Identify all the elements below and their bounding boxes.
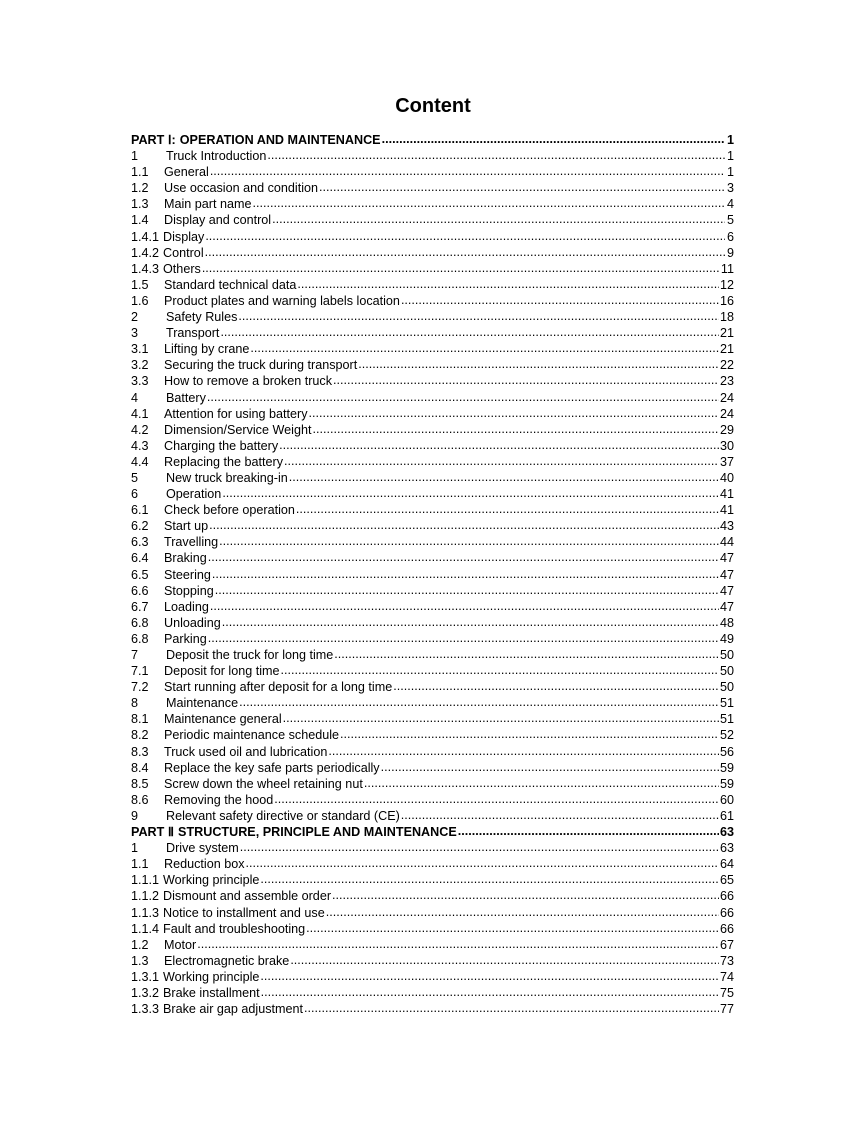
toc-entry-title: Others xyxy=(163,261,201,276)
toc-entry[interactable] xyxy=(131,373,734,389)
toc-entry[interactable] xyxy=(131,438,734,454)
toc-entry[interactable] xyxy=(131,132,734,148)
toc-entry-number: 6.6 xyxy=(131,583,149,598)
toc-leader-dots xyxy=(246,859,719,869)
toc-entry-title: Relevant safety directive or standard (CE) xyxy=(166,808,400,823)
toc-leader-dots xyxy=(202,264,720,274)
toc-entry-title: Attention for using battery xyxy=(164,406,308,421)
toc-entry[interactable] xyxy=(131,937,734,953)
toc-entry-title: Use occasion and condition xyxy=(164,181,319,196)
toc-leader-dots xyxy=(340,731,719,741)
toc-entry-page: 60 xyxy=(719,792,734,807)
toc-entry-page: 59 xyxy=(719,776,734,791)
toc-entry[interactable] xyxy=(131,953,734,969)
toc-entry-page: 50 xyxy=(719,680,734,695)
toc-entry[interactable] xyxy=(131,550,734,566)
toc-entry-title: Deposit the truck for long time xyxy=(166,648,334,662)
toc-entry-number: 1.1.4 xyxy=(131,921,160,936)
toc-entry-number: 1.3.2 xyxy=(131,985,160,1000)
toc-entry-page: 66 xyxy=(719,921,734,936)
toc-entry-title: Maintenance xyxy=(166,696,239,711)
toc-entry-page: 5 xyxy=(726,213,734,228)
toc-entry[interactable] xyxy=(131,470,734,486)
toc-entry-title: Electromagnetic brake xyxy=(164,953,290,968)
toc-entry-number: PART Ⅰ: xyxy=(131,133,176,147)
toc-entry-page: 50 xyxy=(719,664,734,679)
toc-entry[interactable] xyxy=(131,776,734,792)
toc-leader-dots xyxy=(284,457,719,467)
toc-entry-title: Replacing the battery xyxy=(164,454,284,469)
toc-entry-title: Reduction box xyxy=(164,857,245,872)
toc-leader-dots xyxy=(458,827,719,837)
toc-entry-number: 6.8 xyxy=(131,631,149,646)
toc-entry-title: Braking xyxy=(164,551,207,566)
toc-entry-number: 3.2 xyxy=(131,358,149,373)
toc-leader-dots xyxy=(289,473,719,483)
toc-entry-number: 6.5 xyxy=(131,567,149,582)
toc-entry-title: Control xyxy=(163,245,204,260)
toc-leader-dots xyxy=(290,956,719,966)
toc-entry[interactable] xyxy=(131,615,734,631)
toc-entry-number: 1.3 xyxy=(131,953,149,968)
toc-leader-dots xyxy=(219,537,719,547)
toc-entry-page: 66 xyxy=(719,905,734,920)
toc-entry-page: 6 xyxy=(726,229,734,244)
toc-leader-dots xyxy=(260,875,719,885)
toc-entry[interactable] xyxy=(131,647,734,663)
toc-entry-page: 11 xyxy=(720,261,734,276)
toc-entry-page: 41 xyxy=(719,503,734,518)
toc-entry-title: Maintenance general xyxy=(164,712,282,727)
toc-entry-page: 63 xyxy=(719,825,734,840)
toc-entry[interactable] xyxy=(131,905,734,921)
toc-entry[interactable] xyxy=(131,164,734,180)
toc-entry-title: Truck used oil and lubrication xyxy=(164,744,328,759)
toc-entry-number: 1.6 xyxy=(131,293,149,308)
toc-entry-title: Charging the battery xyxy=(164,438,279,453)
toc-entry-page: 73 xyxy=(719,953,734,968)
toc-entry-title: Replace the key safe parts periodically xyxy=(164,760,380,775)
toc-leader-dots xyxy=(210,167,725,177)
toc-entry-title: Display xyxy=(163,229,205,244)
toc-leader-dots xyxy=(274,795,719,805)
toc-entry-number: 7.1 xyxy=(131,664,149,679)
toc-entry-number: 6.2 xyxy=(131,519,149,534)
toc-entry-page: 22 xyxy=(719,358,734,373)
toc-entry-page: 24 xyxy=(719,390,734,405)
toc-entry-number: 9 xyxy=(131,808,139,823)
toc-entry[interactable] xyxy=(131,422,734,438)
toc-entry[interactable] xyxy=(131,245,734,261)
toc-entry-title: Deposit for long time xyxy=(164,664,280,679)
toc-entry-page: 23 xyxy=(719,374,734,389)
toc-leader-dots xyxy=(306,924,719,934)
toc-entry-page: 77 xyxy=(719,1002,734,1017)
toc-entry[interactable] xyxy=(131,583,734,599)
toc-leader-dots xyxy=(334,650,719,660)
toc-entry-title: OPERATION AND MAINTENANCE xyxy=(179,133,381,147)
toc-leader-dots xyxy=(238,312,719,322)
toc-entry-page: 43 xyxy=(719,519,734,534)
toc-entry-number: 4.1 xyxy=(131,406,149,421)
toc-entry-page: 66 xyxy=(719,889,734,904)
toc-entry[interactable] xyxy=(131,824,734,840)
toc-entry-number: 3.1 xyxy=(131,342,149,357)
toc-entry-title: Periodic maintenance schedule xyxy=(164,728,340,743)
toc-entry-number: 1.1 xyxy=(131,857,149,872)
toc-leader-dots xyxy=(210,602,719,612)
toc-leader-dots xyxy=(208,634,719,644)
toc-entry[interactable] xyxy=(131,663,734,679)
toc-entry-title: Travelling xyxy=(164,535,219,550)
toc-entry-title: Transport xyxy=(166,326,220,341)
toc-entry-title: Start up xyxy=(164,519,209,534)
toc-entry-number: 4 xyxy=(131,390,139,405)
toc-entry-title: Motor xyxy=(164,937,197,952)
toc-entry[interactable] xyxy=(131,357,734,373)
toc-entry[interactable] xyxy=(131,921,734,937)
toc-entry-number: 8 xyxy=(131,696,139,711)
toc-entry[interactable] xyxy=(131,406,734,422)
toc-leader-dots xyxy=(205,248,725,258)
toc-entry[interactable] xyxy=(131,599,734,615)
toc-entry-title: Stopping xyxy=(164,583,214,598)
toc-entry[interactable] xyxy=(131,567,734,583)
toc-entry-title: Unloading xyxy=(164,615,221,630)
toc-entry-title: General xyxy=(164,165,209,180)
toc-entry-page: 74 xyxy=(719,969,734,984)
toc-entry-number: 8.2 xyxy=(131,728,149,743)
toc-entry-page: 1 xyxy=(726,165,734,180)
toc-entry-page: 40 xyxy=(719,470,734,485)
toc-leader-dots xyxy=(220,328,719,338)
toc-entry-title: Main part name xyxy=(164,197,252,212)
toc-entry[interactable] xyxy=(131,792,734,808)
toc-entry-number: 8.5 xyxy=(131,776,149,791)
toc-entry-number: 1.3.3 xyxy=(131,1002,160,1017)
toc-entry[interactable] xyxy=(131,148,734,164)
toc-leader-dots xyxy=(381,763,719,773)
toc-entry-page: 50 xyxy=(719,648,734,662)
toc-entry-number: 1.4 xyxy=(131,213,149,228)
toc-entry-title: Truck Introduction xyxy=(166,149,267,164)
toc-entry[interactable] xyxy=(131,341,734,357)
toc-entry-title: Safety Rules xyxy=(166,310,238,325)
toc-entry-title: Drive system xyxy=(166,841,239,856)
toc-leader-dots xyxy=(260,972,719,982)
toc-entry[interactable] xyxy=(131,711,734,727)
toc-entry-number: 1.5 xyxy=(131,277,149,292)
toc-entry-title: Check before operation xyxy=(164,503,295,518)
toc-entry-title: Brake air gap adjustment xyxy=(163,1002,304,1017)
toc-entry-number: 1 xyxy=(131,841,139,856)
toc-entry[interactable] xyxy=(131,309,734,325)
toc-entry-page: 21 xyxy=(719,326,734,341)
toc-leader-dots xyxy=(209,521,719,531)
toc-entry-page: 24 xyxy=(719,406,734,421)
toc-entry-title: Operation xyxy=(166,487,222,502)
toc-entry-number: 3.3 xyxy=(131,374,149,389)
toc-leader-dots xyxy=(297,280,719,290)
toc-entry-page: 67 xyxy=(719,937,734,952)
toc-entry-page: 47 xyxy=(719,567,734,582)
toc-entry[interactable] xyxy=(131,888,734,904)
toc-entry-title: Screw down the wheel retaining nut xyxy=(164,776,363,791)
toc-entry-number: 6.4 xyxy=(131,551,149,566)
toc-leader-dots xyxy=(272,216,725,226)
toc-entry-page: 4 xyxy=(726,197,734,212)
toc-entry-page: 41 xyxy=(719,487,734,502)
toc-entry-number: 1.4.2 xyxy=(131,245,160,260)
toc-leader-dots xyxy=(212,570,719,580)
toc-entry-title: Display and control xyxy=(164,213,272,228)
toc-entry-page: 56 xyxy=(719,744,734,759)
toc-entry-page: 9 xyxy=(726,245,734,260)
toc-entry-number: 8.1 xyxy=(131,712,149,727)
toc-entry-title: How to remove a broken truck xyxy=(164,374,332,389)
toc-entry-title: Lifting by crane xyxy=(164,342,250,357)
toc-entry[interactable] xyxy=(131,518,734,534)
toc-entry-page: 18 xyxy=(719,310,734,325)
toc-entry-number: 1.4.3 xyxy=(131,261,160,276)
toc-leader-dots xyxy=(281,666,719,676)
toc-leader-dots xyxy=(279,441,719,451)
toc-leader-dots xyxy=(222,489,719,499)
toc-entry-number: 6.8 xyxy=(131,615,149,630)
toc-entry[interactable] xyxy=(131,760,734,776)
toc-entry-number: 6.1 xyxy=(131,503,149,518)
toc-entry-title: Standard technical data xyxy=(164,277,297,292)
toc-entry-page: 47 xyxy=(719,599,734,614)
toc-entry-page: 21 xyxy=(719,342,734,357)
toc-entry-number: 5 xyxy=(131,470,139,485)
toc-entry-page: 44 xyxy=(719,535,734,550)
toc-entry-number: 8.4 xyxy=(131,760,149,775)
toc-entry-page: 75 xyxy=(719,985,734,1000)
toc-entry-number: 8.6 xyxy=(131,792,149,807)
toc-entry-title: Dismount and assemble order xyxy=(163,889,332,904)
toc-entry-number: 1.3 xyxy=(131,197,149,212)
toc-entry-page: 48 xyxy=(719,615,734,630)
table-of-contents xyxy=(131,132,734,1017)
toc-entry-page: 3 xyxy=(726,181,734,196)
toc-entry-title: Removing the hood xyxy=(164,792,274,807)
toc-entry-page: 59 xyxy=(719,760,734,775)
toc-entry[interactable] xyxy=(131,261,734,277)
toc-leader-dots xyxy=(401,296,719,306)
toc-leader-dots xyxy=(261,988,719,998)
toc-leader-dots xyxy=(364,779,719,789)
toc-entry-number: PART Ⅱ xyxy=(131,825,175,840)
toc-entry-page: 47 xyxy=(719,551,734,566)
toc-entry[interactable] xyxy=(131,277,734,293)
toc-entry[interactable] xyxy=(131,727,734,743)
toc-entry-page: 61 xyxy=(719,808,734,823)
toc-entry[interactable] xyxy=(131,229,734,245)
toc-entry-number: 1.1.2 xyxy=(131,889,160,904)
toc-leader-dots xyxy=(205,232,725,242)
toc-entry-title: STRUCTURE, PRINCIPLE AND MAINTENANCE xyxy=(178,825,457,840)
toc-leader-dots xyxy=(267,151,725,161)
toc-leader-dots xyxy=(250,344,719,354)
toc-entry[interactable] xyxy=(131,502,734,518)
toc-entry[interactable] xyxy=(131,695,734,711)
toc-entry-number: 1 xyxy=(131,149,139,164)
toc-entry-number: 1.1.3 xyxy=(131,905,160,920)
toc-entry-page: 65 xyxy=(719,873,734,888)
toc-leader-dots xyxy=(382,135,725,145)
toc-entry-page: 12 xyxy=(719,277,734,292)
toc-leader-dots xyxy=(328,747,719,757)
toc-entry[interactable] xyxy=(131,840,734,856)
toc-entry-number: 1.2 xyxy=(131,937,149,952)
toc-leader-dots xyxy=(208,554,719,564)
toc-leader-dots xyxy=(312,425,719,435)
toc-leader-dots xyxy=(319,183,725,193)
toc-entry-title: Working principle xyxy=(163,873,260,888)
toc-leader-dots xyxy=(215,586,719,596)
toc-entry-page: 64 xyxy=(719,857,734,872)
toc-entry-number: 1.3.1 xyxy=(131,969,160,984)
toc-entry[interactable] xyxy=(131,212,734,228)
toc-entry-number: 7.2 xyxy=(131,680,149,695)
toc-leader-dots xyxy=(393,682,719,692)
toc-leader-dots xyxy=(253,199,726,209)
toc-leader-dots xyxy=(240,843,719,853)
toc-entry-title: Steering xyxy=(164,567,211,582)
toc-leader-dots xyxy=(401,811,719,821)
toc-entry[interactable] xyxy=(131,969,734,985)
toc-entry-page: 49 xyxy=(719,631,734,646)
toc-entry-number: 6 xyxy=(131,487,139,502)
toc-entry[interactable] xyxy=(131,293,734,309)
toc-leader-dots xyxy=(296,505,719,515)
toc-leader-dots xyxy=(239,698,719,708)
toc-leader-dots xyxy=(222,618,719,628)
toc-entry-number: 2 xyxy=(131,310,139,325)
toc-entry-number: 7 xyxy=(131,648,139,662)
toc-entry-page: 1 xyxy=(726,133,734,147)
toc-entry[interactable] xyxy=(131,679,734,695)
toc-leader-dots xyxy=(326,908,719,918)
toc-entry-title: Loading xyxy=(164,599,209,614)
toc-entry-number: 4.2 xyxy=(131,422,149,437)
toc-entry-title: Notice to installment and use xyxy=(163,905,325,920)
toc-entry[interactable] xyxy=(131,534,734,550)
toc-leader-dots xyxy=(358,360,719,370)
toc-leader-dots xyxy=(309,409,719,419)
toc-entry[interactable] xyxy=(131,486,734,502)
toc-entry[interactable] xyxy=(131,454,734,470)
toc-entry[interactable] xyxy=(131,744,734,760)
toc-leader-dots xyxy=(207,393,719,403)
toc-entry-title: Working principle xyxy=(163,969,260,984)
toc-entry[interactable] xyxy=(131,808,734,824)
toc-entry[interactable] xyxy=(131,856,734,872)
toc-entry-number: 1.2 xyxy=(131,181,149,196)
toc-entry-number: 3 xyxy=(131,326,139,341)
toc-entry-page: 1 xyxy=(726,149,734,164)
toc-entry-page: 52 xyxy=(719,728,734,743)
toc-entry-number: 1.1.1 xyxy=(131,873,160,888)
toc-entry-number: 8.3 xyxy=(131,744,149,759)
toc-leader-dots xyxy=(197,940,719,950)
toc-entry[interactable] xyxy=(131,872,734,888)
toc-entry-number: 6.7 xyxy=(131,599,149,614)
toc-entry-title: Fault and troubleshooting xyxy=(163,921,306,936)
toc-entry-title: Parking xyxy=(164,631,207,646)
toc-entry-title: Securing the truck during transport xyxy=(164,358,358,373)
toc-entry-page: 47 xyxy=(719,583,734,598)
toc-entry[interactable] xyxy=(131,1001,734,1017)
toc-entry-page: 37 xyxy=(719,454,734,469)
toc-entry-number: 4.4 xyxy=(131,454,149,469)
toc-leader-dots xyxy=(333,377,719,387)
toc-entry[interactable] xyxy=(131,631,734,647)
toc-entry[interactable] xyxy=(131,180,734,196)
toc-leader-dots xyxy=(332,892,719,902)
toc-entry-page: 51 xyxy=(719,712,734,727)
toc-leader-dots xyxy=(283,714,719,724)
toc-entry-title: Dimension/Service Weight xyxy=(164,422,312,437)
toc-entry-page: 16 xyxy=(719,293,734,308)
toc-entry-number: 1.1 xyxy=(131,165,149,180)
toc-entry[interactable] xyxy=(131,325,734,341)
toc-entry-title: New truck breaking-in xyxy=(166,470,288,485)
toc-entry-title: Product plates and warning labels location xyxy=(164,293,400,308)
toc-entry[interactable] xyxy=(131,390,734,406)
toc-entry-page: 63 xyxy=(719,841,734,856)
toc-entry-number: 6.3 xyxy=(131,535,149,550)
page-title: Content xyxy=(395,95,471,117)
toc-entry-page: 51 xyxy=(719,696,734,711)
toc-entry[interactable] xyxy=(131,985,734,1001)
toc-entry-title: Start running after deposit for a long time xyxy=(164,680,393,695)
toc-leader-dots xyxy=(304,1004,719,1014)
toc-entry-page: 30 xyxy=(719,438,734,453)
toc-entry-number: 4.3 xyxy=(131,438,149,453)
toc-entry-number: 1.4.1 xyxy=(131,229,160,244)
toc-entry-title: Brake installment xyxy=(163,985,260,1000)
toc-entry-title: Battery xyxy=(166,390,206,405)
toc-entry-page: 29 xyxy=(719,422,734,437)
toc-entry[interactable] xyxy=(131,196,734,212)
